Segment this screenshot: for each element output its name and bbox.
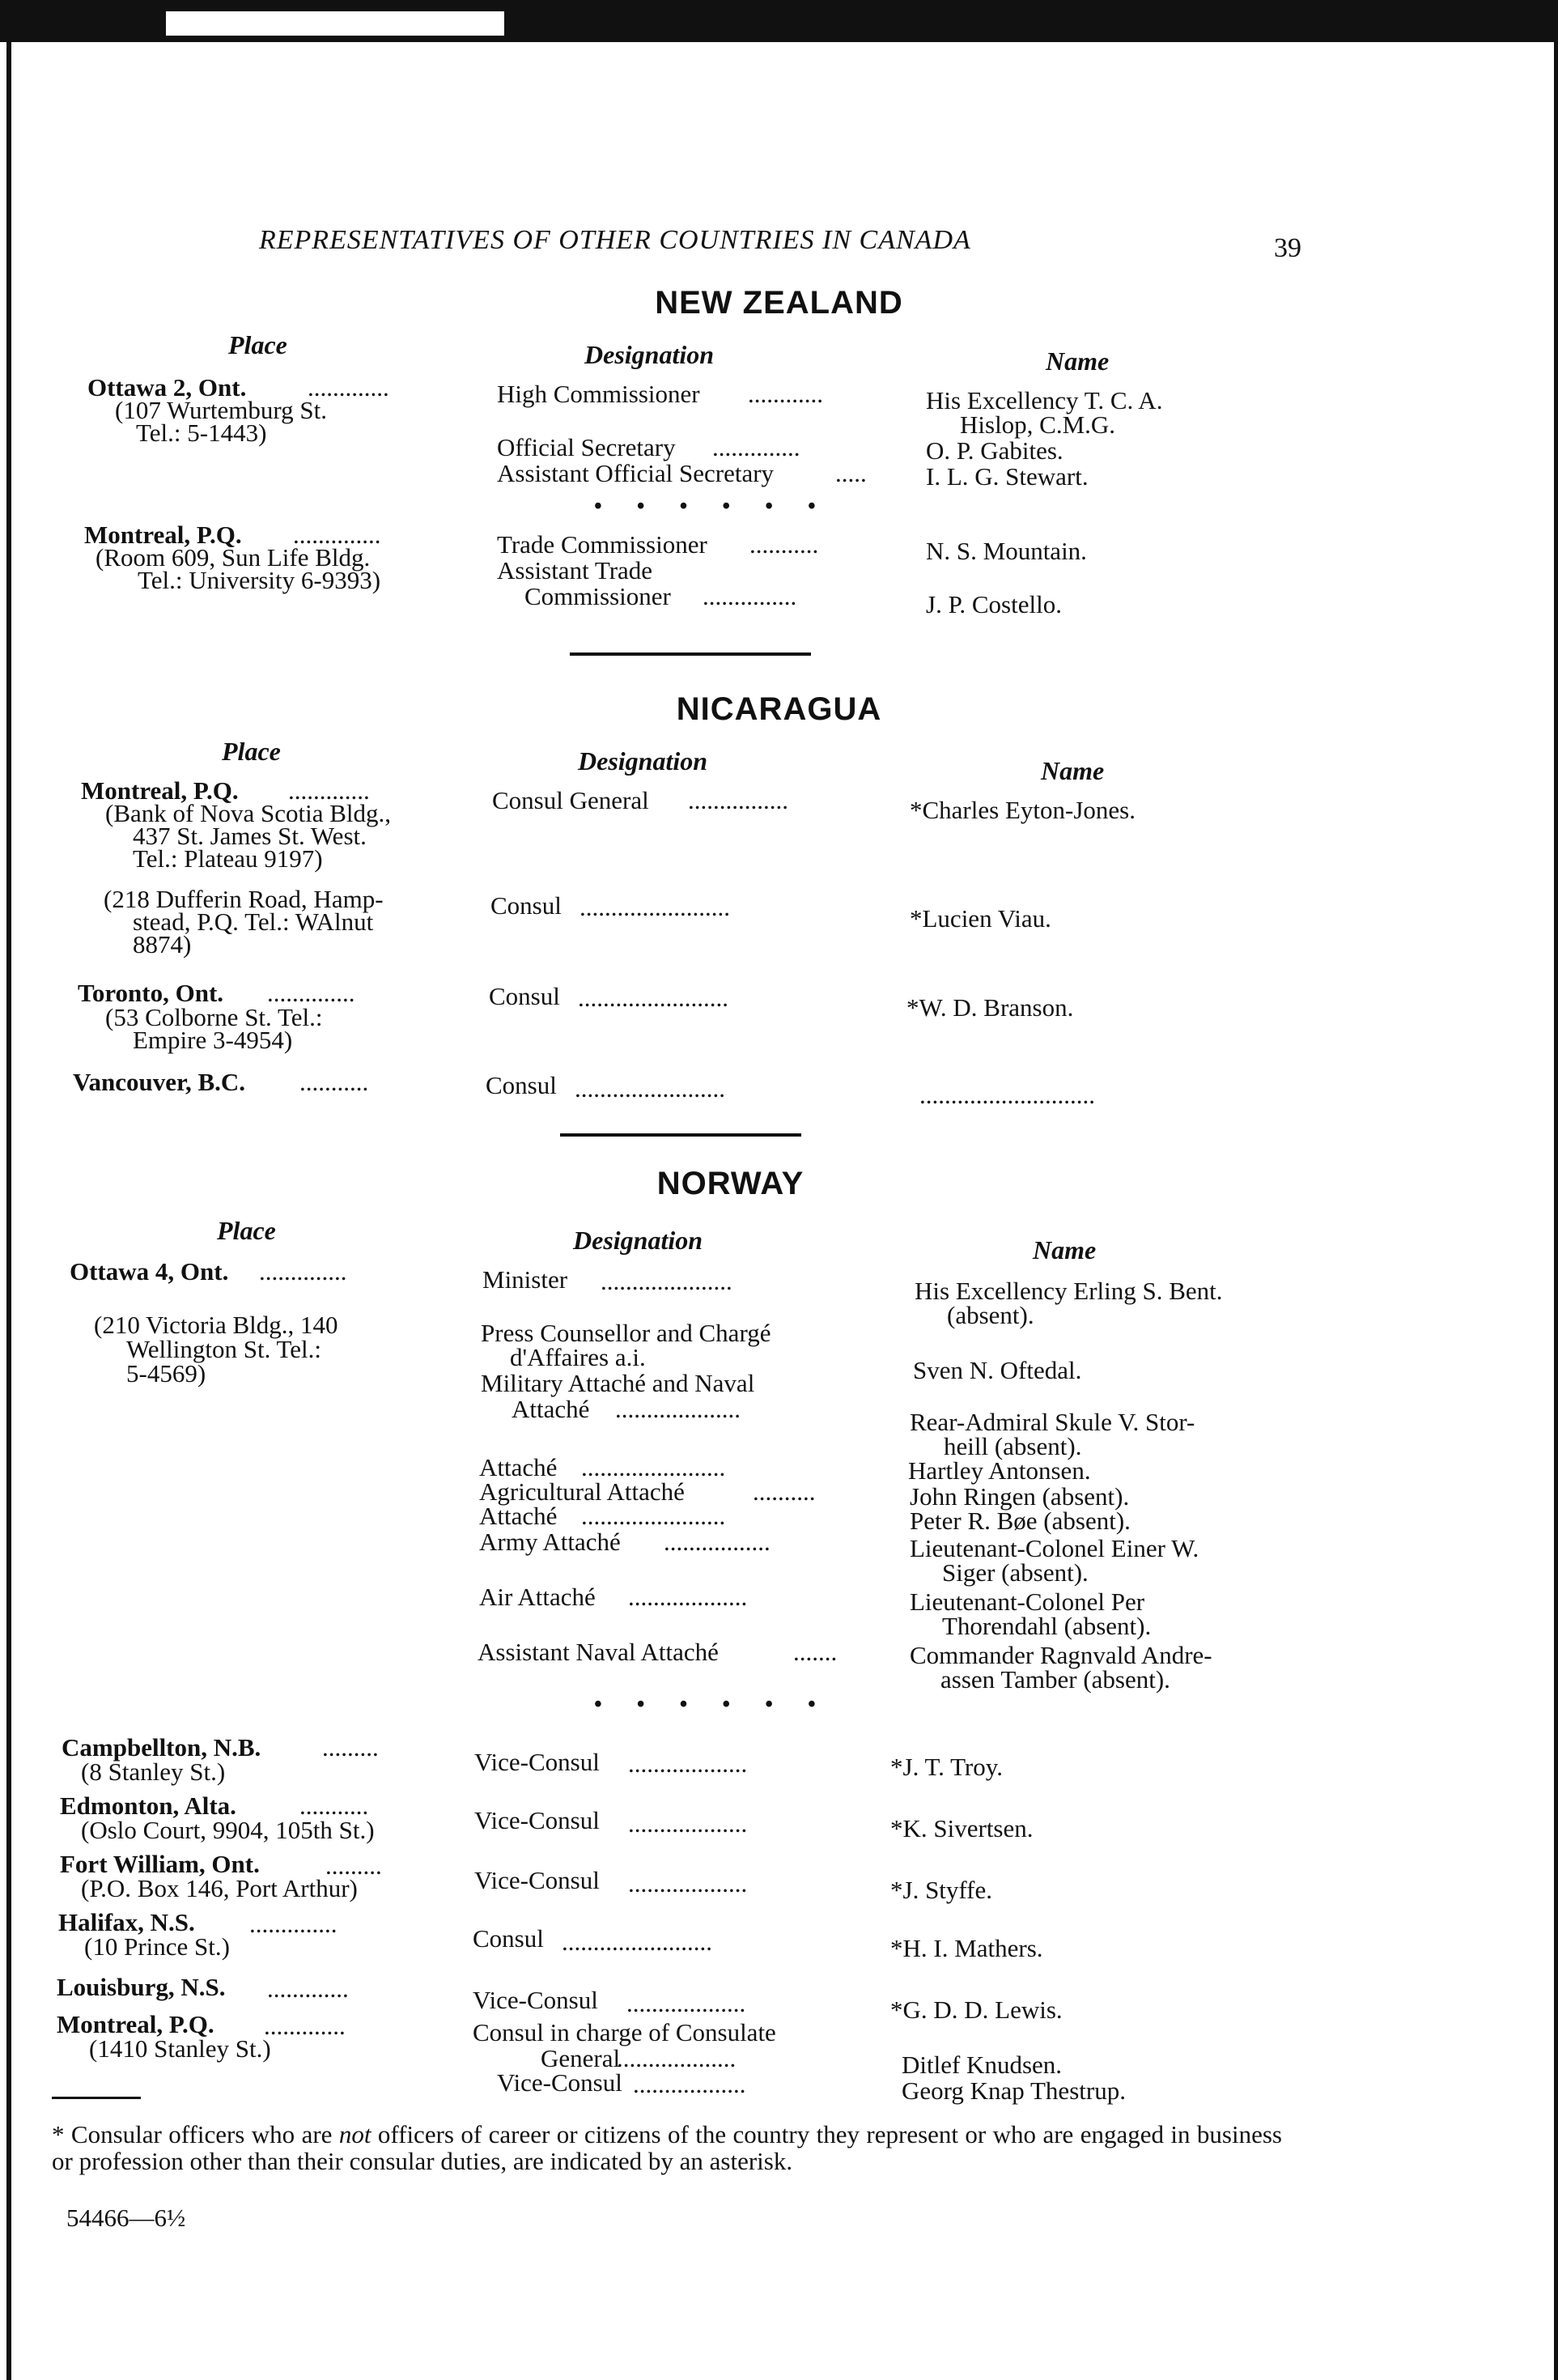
leader-dots: ........................ — [579, 894, 730, 920]
address: (Oslo Court, 9904, 105th St.) — [81, 1816, 375, 1844]
leader-dots: .............. — [293, 521, 381, 548]
name: Commander Ragnvald Andre- — [910, 1641, 1212, 1669]
designation: Consul — [486, 1071, 557, 1099]
name: Thorendahl (absent). — [942, 1612, 1152, 1640]
name: Sven N. Oftedal. — [913, 1356, 1082, 1384]
designation: d'Affaires a.i. — [510, 1343, 646, 1371]
leader-dots: ............... — [703, 583, 797, 610]
leader-dots: ........................ — [562, 1928, 712, 1955]
name: I. L. G. Stewart. — [926, 462, 1089, 491]
address: (8 Stanley St.) — [81, 1757, 226, 1786]
designation: Attaché — [512, 1395, 590, 1423]
scan-border-left — [6, 32, 11, 2380]
column-header-designation: Designation — [578, 746, 708, 776]
name: assen Tamber (absent). — [940, 1665, 1170, 1694]
address: Tel.: Plateau 9197) — [133, 844, 323, 873]
place-campbellton: Campbellton, N.B. — [62, 1733, 261, 1762]
leader-dots: ..................... — [601, 1268, 732, 1294]
name: Hartley Antonsen. — [908, 1456, 1091, 1485]
designation: Vice-Consul — [474, 1748, 600, 1776]
name: Lieutenant-Colonel Per — [910, 1587, 1145, 1616]
designation: Attaché — [479, 1453, 558, 1481]
place-edmonton: Edmonton, Alta. — [60, 1791, 236, 1820]
designation: General — [541, 2044, 621, 2072]
address: (218 Dufferin Road, Hamp- — [104, 885, 384, 913]
leader-dots: .......... — [753, 1478, 816, 1505]
leader-dots: ............. — [264, 2012, 346, 2039]
designation: Minister — [482, 1265, 568, 1294]
name: Peter R. Bøe (absent). — [910, 1507, 1131, 1535]
section-separator-stars: • • • • • • — [594, 1692, 830, 1717]
column-header-place: Place — [222, 737, 281, 766]
name: heill (absent). — [944, 1432, 1082, 1460]
address: Tel.: University 6-9393) — [138, 566, 381, 594]
designation: Assistant Official Secretary — [497, 459, 775, 487]
leader-dots: ........................ — [575, 1075, 725, 1102]
print-code: 54466—6½ — [66, 2204, 186, 2232]
leader-dots: ............. — [288, 777, 370, 804]
leader-dots: .............. — [712, 434, 800, 461]
designation: Air Attaché — [479, 1583, 596, 1611]
name: *J. T. Troy. — [890, 1753, 1003, 1781]
leader-dots: .................. — [633, 2071, 746, 2097]
designation: Vice-Consul — [474, 1806, 600, 1834]
name: Georg Knap Thestrup. — [902, 2076, 1126, 2105]
column-header-name: Name — [1041, 756, 1105, 785]
place-halifax: Halifax, N.S. — [58, 1908, 195, 1936]
designation: Consul in charge of Consulate — [473, 2018, 776, 2046]
leader-dots: ....................... — [581, 1502, 726, 1529]
address: (10 Prince St.) — [84, 1932, 230, 1961]
leader-dots: ................ — [688, 787, 788, 814]
country-title-nicaragua: NICARAGUA — [676, 691, 882, 727]
designation: Trade Commissioner — [497, 530, 707, 559]
place-fort-william: Fort William, Ont. — [60, 1850, 260, 1878]
running-head: REPRESENTATIVES OF OTHER COUNTRIES IN CANADA — [259, 225, 971, 255]
designation: Agricultural Attaché — [479, 1477, 685, 1506]
section-separator-stars: • • • • • • — [594, 494, 830, 519]
leader-dots: .............. — [249, 1910, 337, 1937]
leader-dots: ................... — [626, 1990, 746, 2017]
leader-dots: ........... — [299, 1792, 369, 1819]
leader-dots: ........................ — [578, 984, 728, 1011]
designation: Army Attaché — [479, 1528, 621, 1556]
designation: Consul — [489, 982, 560, 1010]
leader-dots: ................... — [628, 1583, 748, 1610]
leader-dots: ....................... — [581, 1454, 726, 1481]
designation: Vice-Consul — [497, 2068, 622, 2097]
column-header-name: Name — [1046, 346, 1110, 376]
name: O. P. Gabites. — [926, 436, 1063, 465]
address: (P.O. Box 146, Port Arthur) — [81, 1874, 358, 1902]
name: His Excellency Erling S. Bent. — [915, 1277, 1223, 1305]
place-ottawa: Ottawa 2, Ont. — [87, 373, 247, 402]
place-ottawa: Ottawa 4, Ont. — [70, 1257, 229, 1286]
leader-dots: ................... — [628, 1750, 748, 1777]
address: (107 Wurtemburg St. — [115, 396, 327, 424]
name: J. P. Costello. — [926, 590, 1062, 618]
name: Lieutenant-Colonel Einer W. — [910, 1534, 1199, 1562]
address: Empire 3-4954) — [133, 1026, 293, 1054]
leader-dots: ............. — [267, 1975, 349, 2002]
place-toronto: Toronto, Ont. — [78, 979, 224, 1007]
name: Hislop, C.M.G. — [960, 410, 1116, 439]
name-blank-leader: ............................ — [919, 1082, 1095, 1108]
leader-dots: ................... — [628, 1870, 748, 1897]
leader-dots: ........... — [749, 531, 819, 558]
column-header-place: Place — [228, 330, 287, 359]
designation: Commissioner — [524, 582, 671, 610]
place-montreal: Montreal, P.Q. — [84, 521, 242, 549]
scan-border-top — [0, 0, 1558, 42]
section-divider — [560, 1133, 801, 1137]
column-header-name: Name — [1033, 1235, 1097, 1264]
name: Ditlef Knudsen. — [902, 2051, 1063, 2079]
address: Wellington St. Tel.: — [126, 1335, 322, 1363]
leader-dots: ................... — [628, 1810, 748, 1837]
address: (1410 Stanley St.) — [89, 2034, 271, 2063]
leader-dots: ............. — [308, 374, 389, 401]
section-divider — [570, 652, 811, 656]
designation: Press Counsellor and Chargé — [481, 1319, 771, 1347]
leader-dots: ............ — [748, 380, 823, 407]
column-header-designation: Designation — [584, 340, 715, 369]
leader-dots: ......... — [322, 1734, 379, 1761]
name: (absent). — [947, 1301, 1034, 1329]
column-header-place: Place — [217, 1216, 276, 1245]
address: (210 Victoria Bldg., 140 — [94, 1311, 338, 1339]
leader-dots: ................. — [664, 1528, 771, 1555]
address: 5-4569) — [126, 1359, 206, 1388]
leader-dots: ................... — [617, 2045, 737, 2072]
footnote-rule — [52, 2097, 141, 2099]
leader-dots: .................... — [615, 1396, 741, 1422]
name: *H. I. Mathers. — [890, 1934, 1043, 1962]
leader-dots: ....... — [793, 1638, 838, 1665]
name: *J. Styffe. — [890, 1876, 993, 1904]
designation: Assistant Trade — [497, 556, 653, 584]
address: 437 St. James St. West. — [133, 822, 367, 850]
designation: Military Attaché and Naval — [481, 1369, 755, 1397]
country-title-new-zealand: NEW ZEALAND — [655, 285, 903, 321]
designation: Consul — [473, 1924, 544, 1953]
place-montreal: Montreal, P.Q. — [81, 776, 239, 805]
name: John Ringen (absent). — [910, 1482, 1130, 1511]
scan-border-right — [1554, 0, 1558, 2380]
designation: Attaché — [479, 1502, 558, 1530]
name: *Charles Eyton-Jones. — [910, 796, 1136, 824]
address: (Room 609, Sun Life Bldg. — [96, 543, 371, 572]
place-vancouver: Vancouver, B.C. — [73, 1068, 246, 1096]
country-title-norway: NORWAY — [656, 1166, 804, 1201]
name: Rear-Admiral Skule V. Stor- — [910, 1408, 1195, 1436]
leader-dots: ........... — [299, 1069, 369, 1095]
name: *K. Sivertsen. — [890, 1814, 1034, 1842]
designation: Vice-Consul — [474, 1866, 600, 1894]
name: Siger (absent). — [942, 1558, 1089, 1587]
address: stead, P.Q. Tel.: WAlnut — [133, 907, 374, 936]
address: (Bank of Nova Scotia Bldg., — [105, 799, 392, 827]
name: N. S. Mountain. — [926, 537, 1087, 565]
designation: Vice-Consul — [473, 1986, 598, 2014]
leader-dots: .............. — [259, 1258, 347, 1285]
name: *Lucien Viau. — [910, 904, 1051, 933]
page-number: 39 — [1274, 233, 1301, 263]
footnote: * Consular officers who are not officers of career or citizens of the country they represent or who are engaged in business or profession other than their consular duties, are indicated by an asterisk. — [52, 2120, 1282, 2175]
leader-dots: ......... — [325, 1852, 382, 1879]
designation: Consul — [490, 891, 562, 920]
scan-notch — [166, 11, 504, 36]
designation: High Commissioner — [497, 380, 700, 408]
leader-dots: .............. — [267, 980, 355, 1006]
name: His Excellency T. C. A. — [926, 386, 1163, 414]
place-louisburg: Louisburg, N.S. — [57, 1973, 226, 2001]
designation: Consul General — [492, 786, 649, 814]
place-montreal: Montreal, P.Q. — [57, 2010, 214, 2038]
name: *G. D. D. Lewis. — [890, 1995, 1063, 2024]
name: *W. D. Branson. — [906, 993, 1074, 1022]
designation: Official Secretary — [497, 433, 676, 461]
address: 8874) — [133, 930, 192, 958]
address: Tel.: 5-1443) — [136, 419, 267, 447]
designation: Assistant Naval Attaché — [478, 1638, 719, 1666]
address: (53 Colborne St. Tel.: — [105, 1003, 323, 1031]
leader-dots: ..... — [835, 460, 867, 487]
column-header-designation: Designation — [573, 1226, 703, 1255]
